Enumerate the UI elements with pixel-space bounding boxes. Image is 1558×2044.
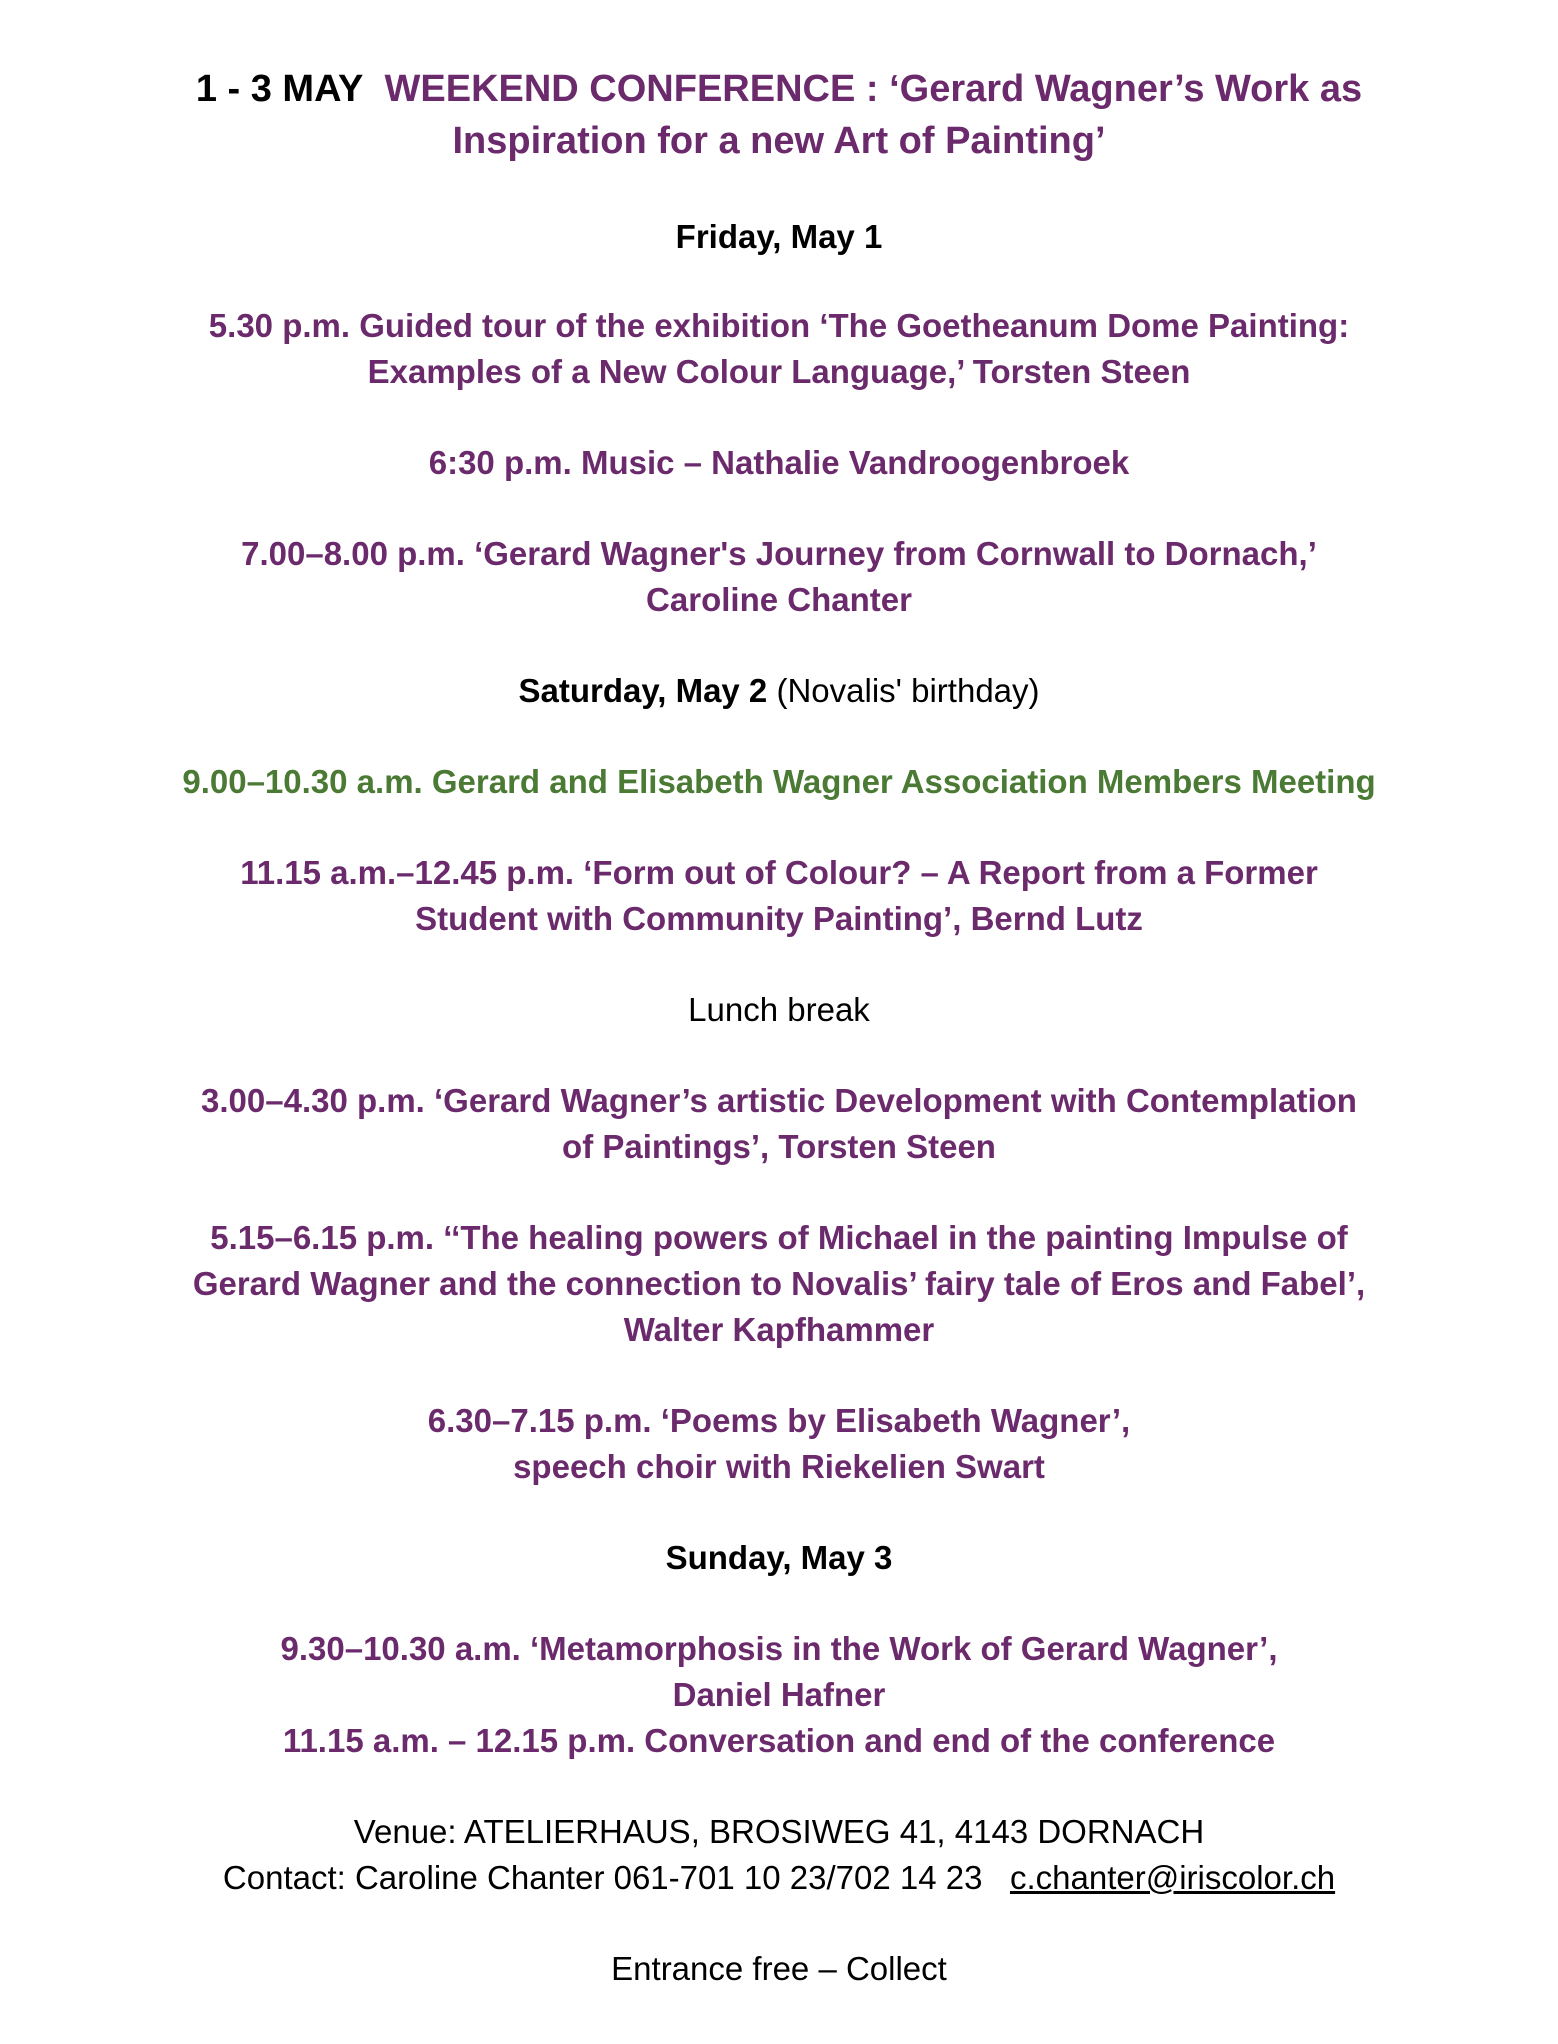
friday-item-3-line-1: 7.00–8.00 p.m. ‘Gerard Wagner's Journey from Cornwall to Dornach,’ [241,535,1317,572]
saturday-item-3-line-1: 3.00–4.30 p.m. ‘Gerard Wagner’s artistic Development with Contemplation [201,1082,1357,1119]
saturday-item-5-line-2: speech choir with Riekelien Swart [513,1448,1045,1485]
contact-info: Contact: Caroline Chanter 061-701 10 23/702 14 23 [222,1859,983,1896]
friday-item-1-line-1: 5.30 p.m. Guided tour of the exhibition ‘The Goetheanum Dome Painting: [208,307,1350,344]
date-range: 1 - 3 MAY [195,68,364,110]
saturday-item-1: 9.00–10.30 a.m. Gerard and Elisabeth Wagner Association Members Meeting [182,763,1376,800]
conference-title: WEEKEND CONFERENCE : ‘Gerard Wagner’s Work as [384,68,1363,110]
saturday-item-4-line-2: Gerard Wagner and the connection to Novalis’ fairy tale of Eros and Fabel’, [192,1265,1366,1302]
sunday-item-1-line-2: Daniel Hafner [672,1676,886,1713]
sunday-item-1-line-1: 9.30–10.30 a.m. ‘Metamorphosis in the Work of Gerard Wagner’, [280,1630,1278,1667]
contact-line [0,1855,1558,1901]
friday-item-1-line-2: Examples of a New Colour Language,’ Torsten Steen [367,353,1191,390]
friday-heading: Friday, May 1 [675,218,883,255]
friday-item-3-line-2: Caroline Chanter [646,581,912,618]
sunday-item-2: 11.15 a.m. – 12.15 p.m. Conversation and end of the conference [282,1722,1276,1759]
friday-item-2: 6:30 p.m. Music – Nathalie Vandroogenbroek [428,444,1130,481]
title-line-2: Inspiration for a new Art of Painting’ [452,120,1106,162]
contact-email-link[interactable]: c.chanter@iriscolor.ch [1009,1859,1336,1896]
saturday-heading-line [0,668,1558,714]
saturday-item-4-line-1: 5.15–6.15 p.m. ‘‘The healing powers of Michael in the painting Impulse of [210,1219,1348,1256]
saturday-heading-note: (Novalis' birthday) [776,672,1040,709]
entrance-note: Entrance free – Collect [611,1950,947,1987]
saturday-item-5-line-1: 6.30–7.15 p.m. ‘Poems by Elisabeth Wagner’, [427,1402,1131,1439]
saturday-item-3-line-2: of Paintings’, Torsten Steen [562,1128,996,1165]
saturday-item-2-line-1: 11.15 a.m.–12.45 p.m. ‘Form out of Colour? – A Report from a Former [240,854,1318,891]
saturday-item-4-line-3: Walter Kapfhammer [623,1311,935,1348]
saturday-item-2-line-2: Student with Community Painting’, Bernd Lutz [415,900,1143,937]
title-line-1 [0,63,1558,115]
saturday-heading: Saturday, May 2 [518,672,768,709]
lunch-break: Lunch break [688,991,870,1028]
venue: Venue: ATELIERHAUS, BROSIWEG 41, 4143 DORNACH [353,1813,1205,1850]
sunday-heading: Sunday, May 3 [665,1539,893,1576]
